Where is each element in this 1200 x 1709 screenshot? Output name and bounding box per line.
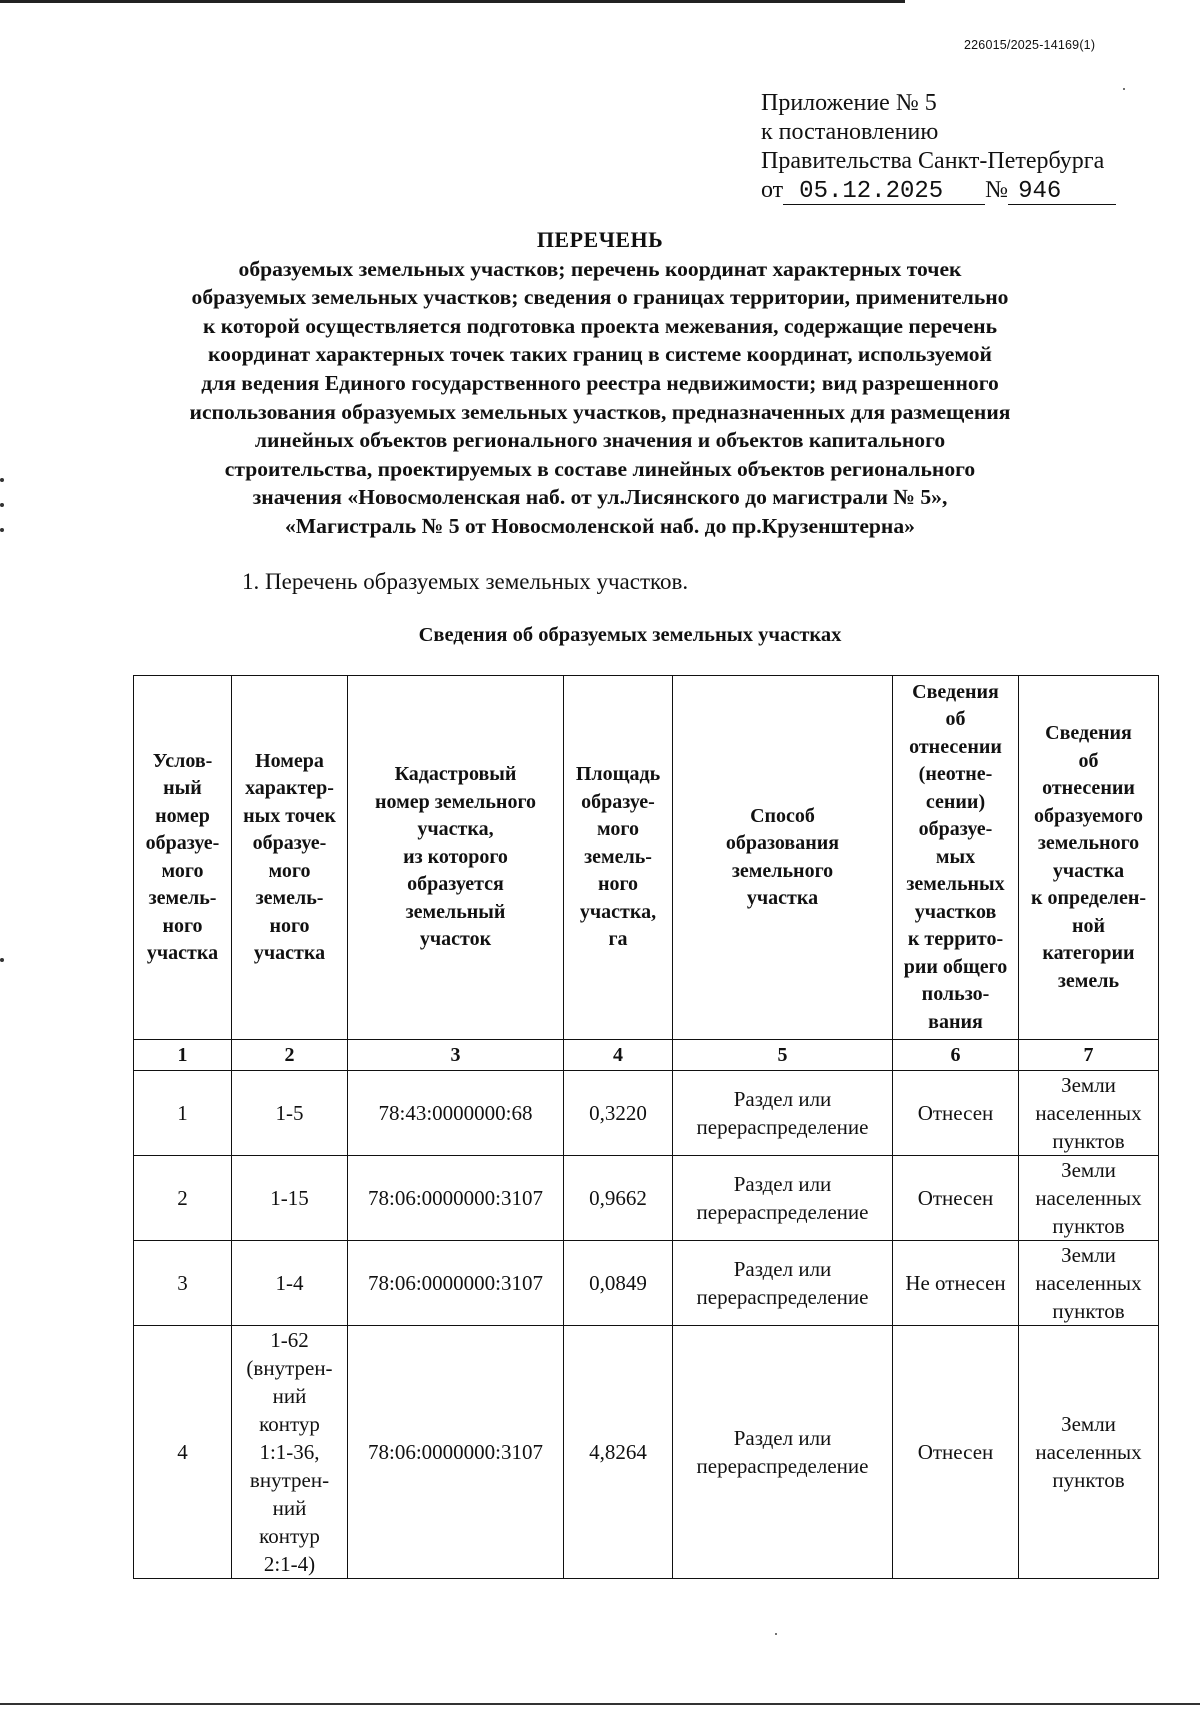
title-line: значения «Новосмоленская наб. от ул.Лисянского до магистрали № 5»,: [252, 485, 948, 510]
cell-point-numbers: 1-15: [232, 1156, 348, 1241]
scan-bottom-border: [0, 1703, 1200, 1705]
document-registration-id: 226015/2025-14169(1): [964, 38, 1096, 52]
column-number: 6: [893, 1040, 1019, 1071]
title-line: образуемых земельных участков; сведения о границах территории, применительно: [191, 285, 1009, 310]
cell-formation-method: Раздел или перераспределение: [673, 1071, 893, 1156]
cell-public-use: Отнесен: [893, 1326, 1019, 1579]
cell-cadastral-number: 78:06:0000000:3107: [348, 1241, 564, 1326]
resolution-date: 05.12.2025: [783, 180, 985, 205]
table-header-row: [134, 676, 1159, 1040]
scan-artifact: [1123, 88, 1125, 90]
cell-plot-number: 2: [134, 1156, 232, 1241]
cell-public-use: Отнесен: [893, 1156, 1019, 1241]
cell-plot-number: 4: [134, 1326, 232, 1579]
cell-land-category: Земли населенных пунктов: [1019, 1156, 1159, 1241]
title-line: линейных объектов регионального значения и объектов капитального: [254, 428, 946, 453]
cell-formation-method: Раздел или перераспределение: [673, 1326, 893, 1579]
scan-artifact: [0, 478, 4, 482]
cell-public-use: Отнесен: [893, 1071, 1019, 1156]
cell-cadastral-number: 78:06:0000000:3107: [348, 1326, 564, 1579]
scan-artifact: [0, 528, 4, 532]
appendix-line: Приложение № 5: [761, 90, 937, 116]
column-number-row: [134, 1040, 1159, 1071]
title-line: к которой осуществляется подготовка проекта межевания, содержащие перечень: [202, 313, 998, 338]
cell-cadastral-number: 78:06:0000000:3107: [348, 1156, 564, 1241]
resolution-number: 946: [1008, 180, 1116, 205]
cell-land-category: Земли населенных пунктов: [1019, 1241, 1159, 1326]
column-number: 2: [232, 1040, 348, 1071]
table-row: [134, 1241, 1159, 1326]
scan-artifact: [0, 958, 4, 962]
cell-point-numbers: 1-62 (внутрен- ний контур 1:1-36, внутрен- ний контур 2:1-4): [232, 1326, 348, 1579]
land-plots-table: [133, 675, 1159, 1579]
column-number: 1: [134, 1040, 232, 1071]
cell-land-category: Земли населенных пунктов: [1019, 1326, 1159, 1579]
header-cadastral-number: Кадастровый номер земельного участка, из которого образуется земельный участок: [348, 676, 564, 1040]
table-row: [134, 1326, 1159, 1579]
appendix-block: [761, 89, 1116, 205]
cell-land-category: Земли населенных пунктов: [1019, 1071, 1159, 1156]
date-prefix: от: [761, 177, 784, 203]
title-line: «Магистраль № 5 от Новосмоленской наб. до пр.Крузенштерна»: [285, 513, 915, 538]
cell-area: 4,8264: [564, 1326, 673, 1579]
cell-formation-method: Раздел или перераспределение: [673, 1241, 893, 1326]
column-number: 4: [564, 1040, 673, 1071]
cell-public-use: Не отнесен: [893, 1241, 1019, 1326]
resolution-date-line: [761, 176, 1116, 205]
document-title: [160, 226, 1040, 541]
cell-plot-number: 1: [134, 1071, 232, 1156]
cell-area: 0,9662: [564, 1156, 673, 1241]
column-number: 7: [1019, 1040, 1159, 1071]
table-row: [134, 1156, 1159, 1241]
appendix-line: к постановлению: [761, 119, 939, 145]
scan-top-border: [0, 0, 905, 3]
title-heading: ПЕРЕЧЕНЬ: [536, 227, 664, 252]
cell-point-numbers: 1-5: [232, 1071, 348, 1156]
title-line: строительства, проектируемых в составе линейных объектов регионального: [224, 456, 976, 481]
cell-plot-number: 3: [134, 1241, 232, 1326]
table-caption: Сведения об образуемых земельных участках: [418, 624, 842, 646]
cell-formation-method: Раздел или перераспределение: [673, 1156, 893, 1241]
header-public-use: Сведения об отнесении (неотне- сении) образуе- мых земельных участков к террито- рии общего пользо- вания: [893, 676, 1019, 1040]
title-line: координат характерных точек таких границ в системе координат, используемой: [208, 342, 992, 367]
column-number: 3: [348, 1040, 564, 1071]
header-plot-number: Услов- ный номер образуе- мого земель- ного участка: [134, 676, 232, 1040]
number-prefix: №: [985, 177, 1009, 203]
appendix-line: Правительства Санкт-Петербурга: [761, 148, 1105, 174]
header-area: Площадь образуе- мого земель- ного участка, га: [564, 676, 673, 1040]
cell-area: 0,0849: [564, 1241, 673, 1326]
cell-cadastral-number: 78:43:0000000:68: [348, 1071, 564, 1156]
scan-artifact: [775, 1633, 777, 1635]
header-land-category: Сведения об отнесении образуемого земельного участка к определен- ной категории земель: [1019, 676, 1159, 1040]
title-line: использования образуемых земельных участков, предназначенных для размещения: [189, 399, 1011, 424]
title-line: образуемых земельных участков; перечень координат характерных точек: [238, 256, 962, 281]
cell-point-numbers: 1-4: [232, 1241, 348, 1326]
title-line: для ведения Единого государственного реестра недвижимости; вид разрешенного: [201, 370, 999, 395]
header-point-numbers: Номера характер- ных точек образуе- мого земель- ного участка: [232, 676, 348, 1040]
column-number: 5: [673, 1040, 893, 1071]
table-row: [134, 1071, 1159, 1156]
scan-artifact: [0, 503, 4, 507]
section-heading: 1. Перечень образуемых земельных участков.: [242, 569, 689, 594]
cell-area: 0,3220: [564, 1071, 673, 1156]
header-formation-method: Способ образования земельного участка: [673, 676, 893, 1040]
